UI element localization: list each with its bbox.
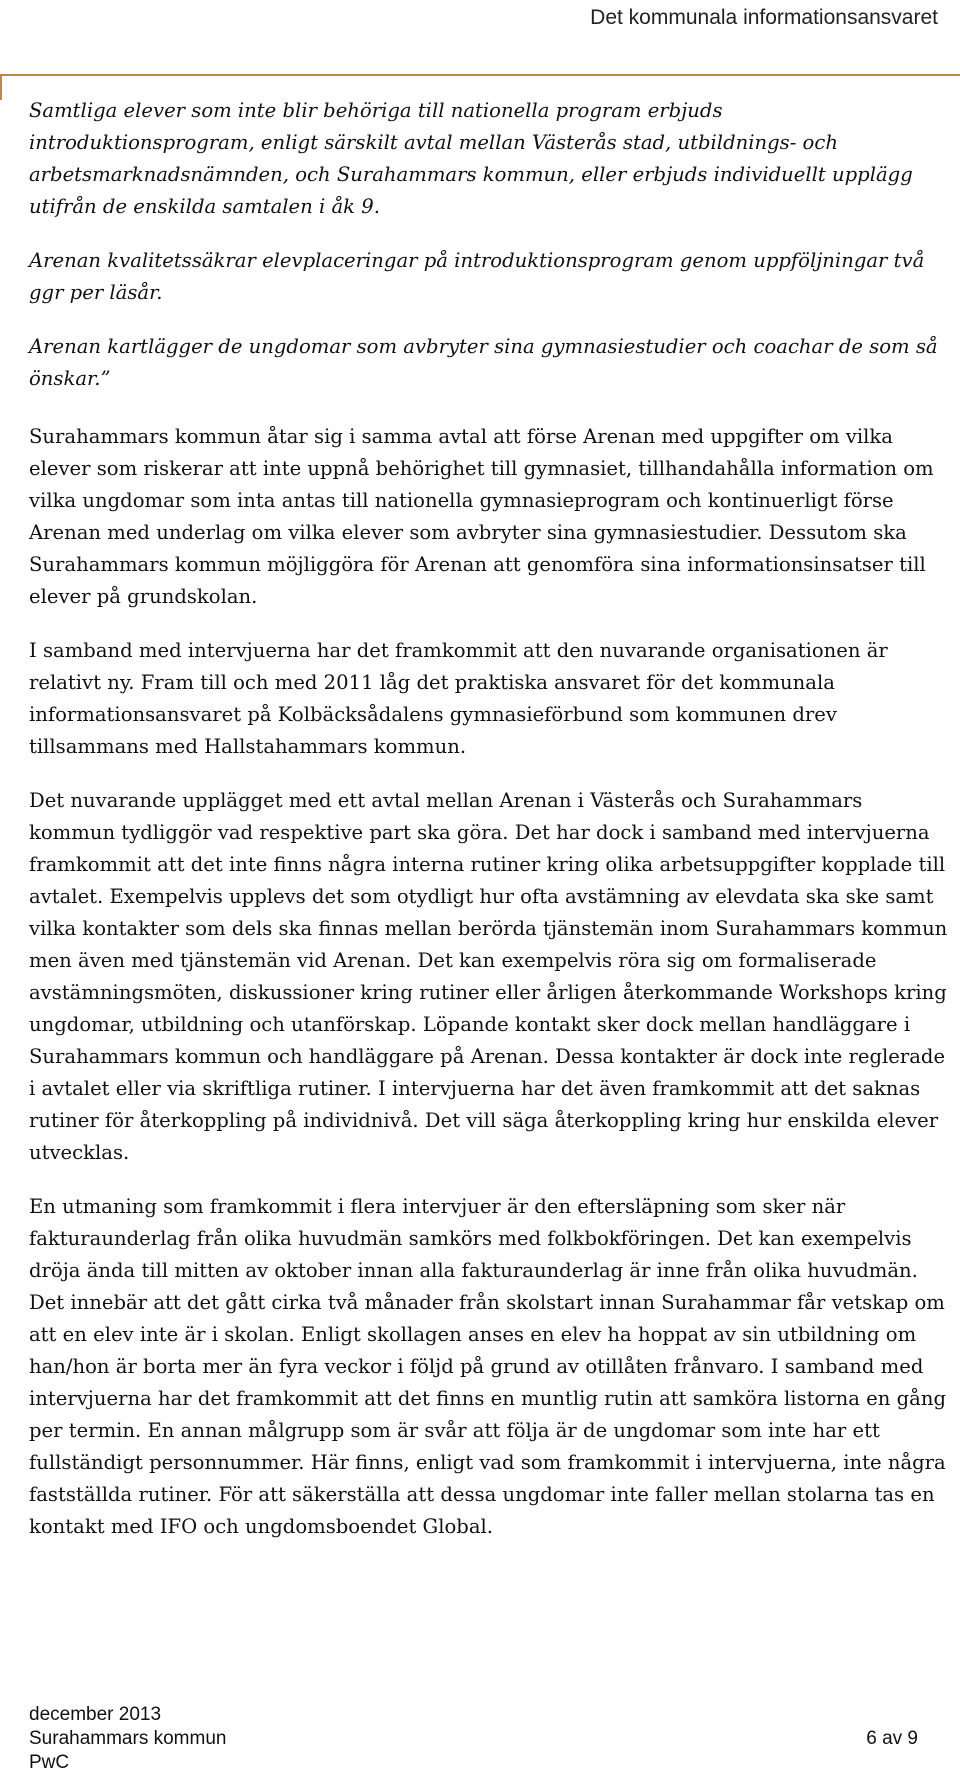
header-corner-mark bbox=[0, 74, 2, 100]
page-body bbox=[29, 95, 949, 1565]
footer-organization-line bbox=[29, 1727, 948, 1751]
footer-company-line bbox=[29, 1751, 948, 1775]
body-paragraph: En utmaning som framkommit i flera intervjuer är den eftersläpning som sker när fakturaunderlag från olika huvudmän samkörs med folkbokföringen. Det kan exempelvis dröja ända till mitten av oktober innan alla fakturaunderlag är inne från olika huvudmän. Det innebär att det gått cirka två månader från skolstart innan Surahammar får vetskap om att en elev inte är i skolan. Enligt skollagen anses en elev ha hoppat av sin utbildning om han/hon är borta mer än fyra veckor i följd på grund av otillåten frånvaro. I samband med intervjuerna har det framkommit att det finns en muntlig rutin att samköra listorna en gång per termin. En annan målgrupp som är svår att följa är de ungdomar som inte har ett fullständigt personnummer. Här finns, enligt vad som framkommit i intervjuerna, inte några fastställda rutiner. För att säkerställa att dessa ungdomar inte faller mellan stolarna tas en kontakt med IFO och ungdomsboendet Global. bbox=[29, 1195, 946, 1538]
quote-paragraph: Samtliga elever som inte blir behöriga till nationella program erbjuds introduktionsprogram, enligt särskilt avtal mellan Västerås stad, utbildnings- och arbetsmarknadsnämnden, och Surahammars kommun, eller erbjuds individuellt upplägg utifrån de enskilda samtalen i åk 9. bbox=[29, 99, 913, 218]
body-paragraph: I samband med intervjuerna har det framkommit att den nuvarande organisationen är relativt ny. Fram till och med 2011 låg det praktiska ansvaret för det kommunala informationsansvaret på Kolbäcksådalens gymnasieförbund som kommunen drev tillsammans med Hallstahammars kommun. bbox=[29, 639, 888, 758]
footer-organization: Surahammars kommun bbox=[29, 1728, 227, 1749]
page-number: 6 av 9 bbox=[866, 1728, 918, 1749]
footer-company: PwC bbox=[29, 1752, 70, 1773]
page-footer bbox=[29, 1703, 948, 1775]
body-paragraph: Surahammars kommun åtar sig i samma avtal att förse Arenan med uppgifter om vilka elever som riskerar att inte uppnå behörighet till gymnasiet, tillhandahålla information om vilka ungdomar som inta antas till nationella gymnasieprogram och kontinuerligt förse Arenan med underlag om vilka elever som avbryter sina gymnasiestudier. Dessutom ska Surahammars kommun möjliggöra för Arenan att genomföra sina informationsinsatser till elever på grundskolan. bbox=[29, 425, 934, 608]
body-paragraph: Det nuvarande upplägget med ett avtal mellan Arenan i Västerås och Surahammars kommun tydliggör vad respektive part ska göra. Det har dock i samband med intervjuerna framkommit att det inte finns några interna rutiner kring olika arbetsuppgifter kopplade till avtalet. Exempelvis upplevs det som otydligt hur ofta avstämning av elevdata ska ske samt vilka kontakter som dels ska finnas mellan berörda tjänstemän inom Surahammars kommun men även med tjänstemän vid Arenan. Det kan exempelvis röra sig om formaliserade avstämningsmöten, diskussioner kring rutiner eller årligen återkommande Workshops kring ungdomar, utbildning och utanförskap. Löpande kontakt sker dock mellan handläggare i Surahammars kommun och handläggare på Arenan. Dessa kontakter är dock inte reglerade i avtalet eller via skriftliga rutiner. I intervjuerna har det även framkommit att det saknas rutiner för återkoppling på individnivå. Det vill säga återkoppling kring hur enskilda elever utvecklas. bbox=[29, 789, 948, 1164]
quote-paragraph: Arenan kartlägger de ungdomar som avbryter sina gymnasiestudier och coachar de som så önskar.” bbox=[29, 335, 938, 390]
footer-date-line bbox=[29, 1703, 948, 1727]
quote-paragraph: Arenan kvalitetssäkrar elevplaceringar på introduktionsprogram genom uppföljningar två ggr per läsår. bbox=[29, 249, 925, 304]
footer-date: december 2013 bbox=[29, 1704, 162, 1725]
running-header-title: Det kommunala informationsansvaret bbox=[590, 6, 938, 29]
header-divider bbox=[0, 74, 960, 76]
